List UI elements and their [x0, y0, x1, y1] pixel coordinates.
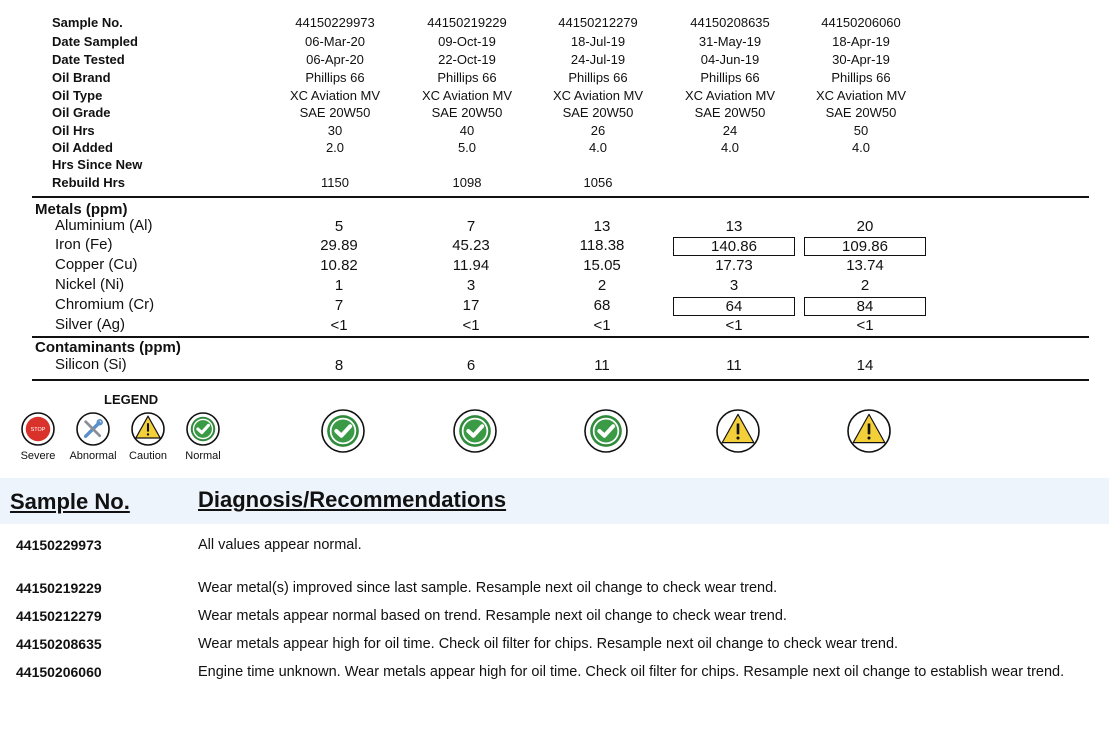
diagnosis-sample-no: 44150208635 [16, 636, 102, 652]
diagnosis-text: Wear metal(s) improved since last sample. Resample next oil change to check wear trend. [198, 580, 778, 596]
value-cell: 10.82 [320, 257, 358, 274]
sample-oil-hrs: 24 [722, 123, 738, 138]
metals-title: Metals (ppm) [35, 201, 128, 218]
value-cell: 2 [860, 277, 870, 294]
metal-row-label: Chromium (Cr) [55, 296, 155, 313]
flagged-value: 109.86 [804, 237, 926, 256]
diagnosis-sample-no: 44150206060 [16, 664, 102, 680]
metal-row-label: Iron (Fe) [55, 236, 113, 253]
legend-title: LEGEND [104, 392, 159, 407]
value-cell: 13.74 [846, 257, 884, 274]
value-cell: 118.38 [579, 237, 625, 254]
diagnosis-sample-no: 44150229973 [16, 537, 102, 553]
sample-oil-brand: Phillips 66 [700, 70, 760, 85]
value-cell: 17.73 [715, 257, 753, 274]
value-cell: 11 [594, 357, 610, 374]
value-cell: <1 [330, 317, 348, 334]
sample-rebuild-hrs: 1056 [583, 175, 613, 190]
flagged-value: 64 [673, 297, 795, 316]
caution-icon [716, 409, 760, 458]
diagnosis-text: Engine time unknown. Wear metals appear high for oil time. Check oil filter for chips. Resample next oil change to establish wear trend. [198, 664, 1065, 680]
sample-oil-hrs: 30 [327, 123, 343, 138]
caution-icon [847, 409, 891, 458]
sample-oil-grade: SAE 20W50 [825, 105, 897, 120]
sample-oil-type: XC Aviation MV [421, 88, 513, 103]
sample-date-tested: 30-Apr-19 [832, 52, 890, 67]
check-icon [453, 409, 497, 458]
diagnosis-recommendations-header: Diagnosis/Recommendations [198, 487, 507, 512]
value-cell: <1 [856, 317, 874, 334]
sample-oil-hrs: 26 [590, 123, 606, 138]
value-cell: 29.89 [320, 237, 358, 254]
sample-oil-brand: Phillips 66 [437, 70, 497, 85]
diagnosis-sample-no: 44150219229 [16, 580, 102, 596]
flagged-value: 140.86 [673, 237, 795, 256]
value-cell: 6 [466, 357, 476, 374]
sample-oil-added: 5.0 [457, 140, 477, 155]
sample-date-tested: 22-Oct-19 [438, 52, 496, 67]
sample-date-sampled: 31-May-19 [698, 34, 762, 49]
label-date-tested: Date Tested [52, 52, 125, 67]
value-cell: <1 [462, 317, 480, 334]
label-oil-grade: Oil Grade [52, 105, 111, 120]
sample-oil-type: XC Aviation MV [289, 88, 381, 103]
stop-icon [21, 412, 55, 451]
value-cell: 45.23 [452, 237, 490, 254]
value-cell: 14 [856, 357, 874, 374]
value-cell: 1 [334, 277, 344, 294]
label-oil-type: Oil Type [52, 88, 103, 103]
legend-label-severe: Severe [20, 450, 56, 462]
contaminants-title: Contaminants (ppm) [35, 339, 181, 356]
legend-label-abnormal: Abnormal [69, 450, 117, 462]
sample-date-tested: 04-Jun-19 [700, 52, 760, 67]
divider [32, 336, 1089, 338]
sample-oil-type: XC Aviation MV [552, 88, 644, 103]
sample-oil-brand: Phillips 66 [305, 70, 365, 85]
label-date-sampled: Date Sampled [52, 34, 138, 49]
label-oil-hrs: Oil Hrs [52, 123, 95, 138]
sample-sample-no: 44150208635 [690, 15, 770, 30]
sample-oil-added: 4.0 [588, 140, 608, 155]
sample-date-sampled: 06-Mar-20 [305, 34, 365, 49]
check-icon [186, 412, 220, 451]
diagnosis-sample-no-header: Sample No. [10, 489, 130, 514]
metal-row-label: Nickel (Ni) [55, 276, 125, 293]
value-cell: 7 [334, 297, 344, 314]
sample-rebuild-hrs: 1098 [452, 175, 482, 190]
svg-text:STOP: STOP [30, 427, 46, 433]
diagnosis-text: All values appear normal. [198, 537, 362, 553]
sample-sample-no: 44150219229 [427, 15, 507, 30]
legend-label-caution: Caution [129, 450, 167, 462]
metal-row-label: Silver (Ag) [55, 316, 126, 333]
sample-oil-grade: SAE 20W50 [299, 105, 371, 120]
label-oil-brand: Oil Brand [52, 70, 111, 85]
diagnosis-text: Wear metals appear high for oil time. Check oil filter for chips. Resample next oil change to check wear trend. [198, 636, 899, 652]
sample-date-sampled: 18-Apr-19 [832, 34, 890, 49]
value-cell: <1 [725, 317, 743, 334]
sample-sample-no: 44150229973 [295, 15, 375, 30]
sample-oil-hrs: 50 [853, 123, 869, 138]
metal-row-label: Copper (Cu) [55, 256, 138, 273]
sample-oil-added: 4.0 [720, 140, 740, 155]
sample-date-tested: 06-Apr-20 [306, 52, 364, 67]
sample-oil-type: XC Aviation MV [684, 88, 776, 103]
value-cell: 13 [725, 218, 743, 235]
label-hrs-since-new: Hrs Since New [52, 157, 143, 172]
value-cell: <1 [593, 317, 611, 334]
value-cell: 5 [334, 218, 344, 235]
sample-oil-grade: SAE 20W50 [431, 105, 503, 120]
wrench-screwdriver-icon [76, 412, 110, 451]
diagnosis-text: Wear metals appear normal based on trend. Resample next oil change to check wear trend. [198, 608, 787, 624]
sample-oil-hrs: 40 [459, 123, 475, 138]
contaminant-row-label: Silicon (Si) [55, 356, 127, 373]
value-cell: 68 [593, 297, 611, 314]
value-cell: 17 [462, 297, 480, 314]
sample-oil-type: XC Aviation MV [815, 88, 907, 103]
label-oil-added: Oil Added [52, 140, 113, 155]
sample-oil-grade: SAE 20W50 [694, 105, 766, 120]
check-icon [321, 409, 365, 458]
value-cell: 3 [729, 277, 739, 294]
sample-oil-brand: Phillips 66 [568, 70, 628, 85]
legend-label-normal: Normal [185, 450, 221, 462]
value-cell: 2 [597, 277, 607, 294]
value-cell: 13 [593, 218, 611, 235]
sample-date-sampled: 18-Jul-19 [570, 34, 626, 49]
caution-icon [131, 412, 165, 451]
diagnosis-sample-no: 44150212279 [16, 608, 102, 624]
value-cell: 20 [856, 218, 874, 235]
sample-sample-no: 44150212279 [558, 15, 638, 30]
divider [32, 196, 1089, 198]
metal-row-label: Aluminium (Al) [55, 217, 153, 234]
label-rebuild-hrs: Rebuild Hrs [52, 175, 125, 190]
value-cell: 15.05 [583, 257, 621, 274]
sample-oil-grade: SAE 20W50 [562, 105, 634, 120]
value-cell: 7 [466, 218, 476, 235]
sample-sample-no: 44150206060 [821, 15, 901, 30]
check-icon [584, 409, 628, 458]
sample-date-tested: 24-Jul-19 [570, 52, 626, 67]
flagged-value: 84 [804, 297, 926, 316]
value-cell: 8 [334, 357, 344, 374]
sample-oil-brand: Phillips 66 [831, 70, 891, 85]
value-cell: 11.94 [452, 257, 490, 274]
value-cell: 11 [726, 357, 742, 374]
divider [32, 379, 1089, 381]
sample-oil-added: 2.0 [325, 140, 345, 155]
label-sample-no: Sample No. [52, 15, 123, 30]
value-cell: 3 [466, 277, 476, 294]
diagnosis-header-band [0, 478, 1109, 524]
sample-rebuild-hrs: 1150 [321, 175, 349, 190]
sample-date-sampled: 09-Oct-19 [438, 34, 496, 49]
sample-oil-added: 4.0 [851, 140, 871, 155]
